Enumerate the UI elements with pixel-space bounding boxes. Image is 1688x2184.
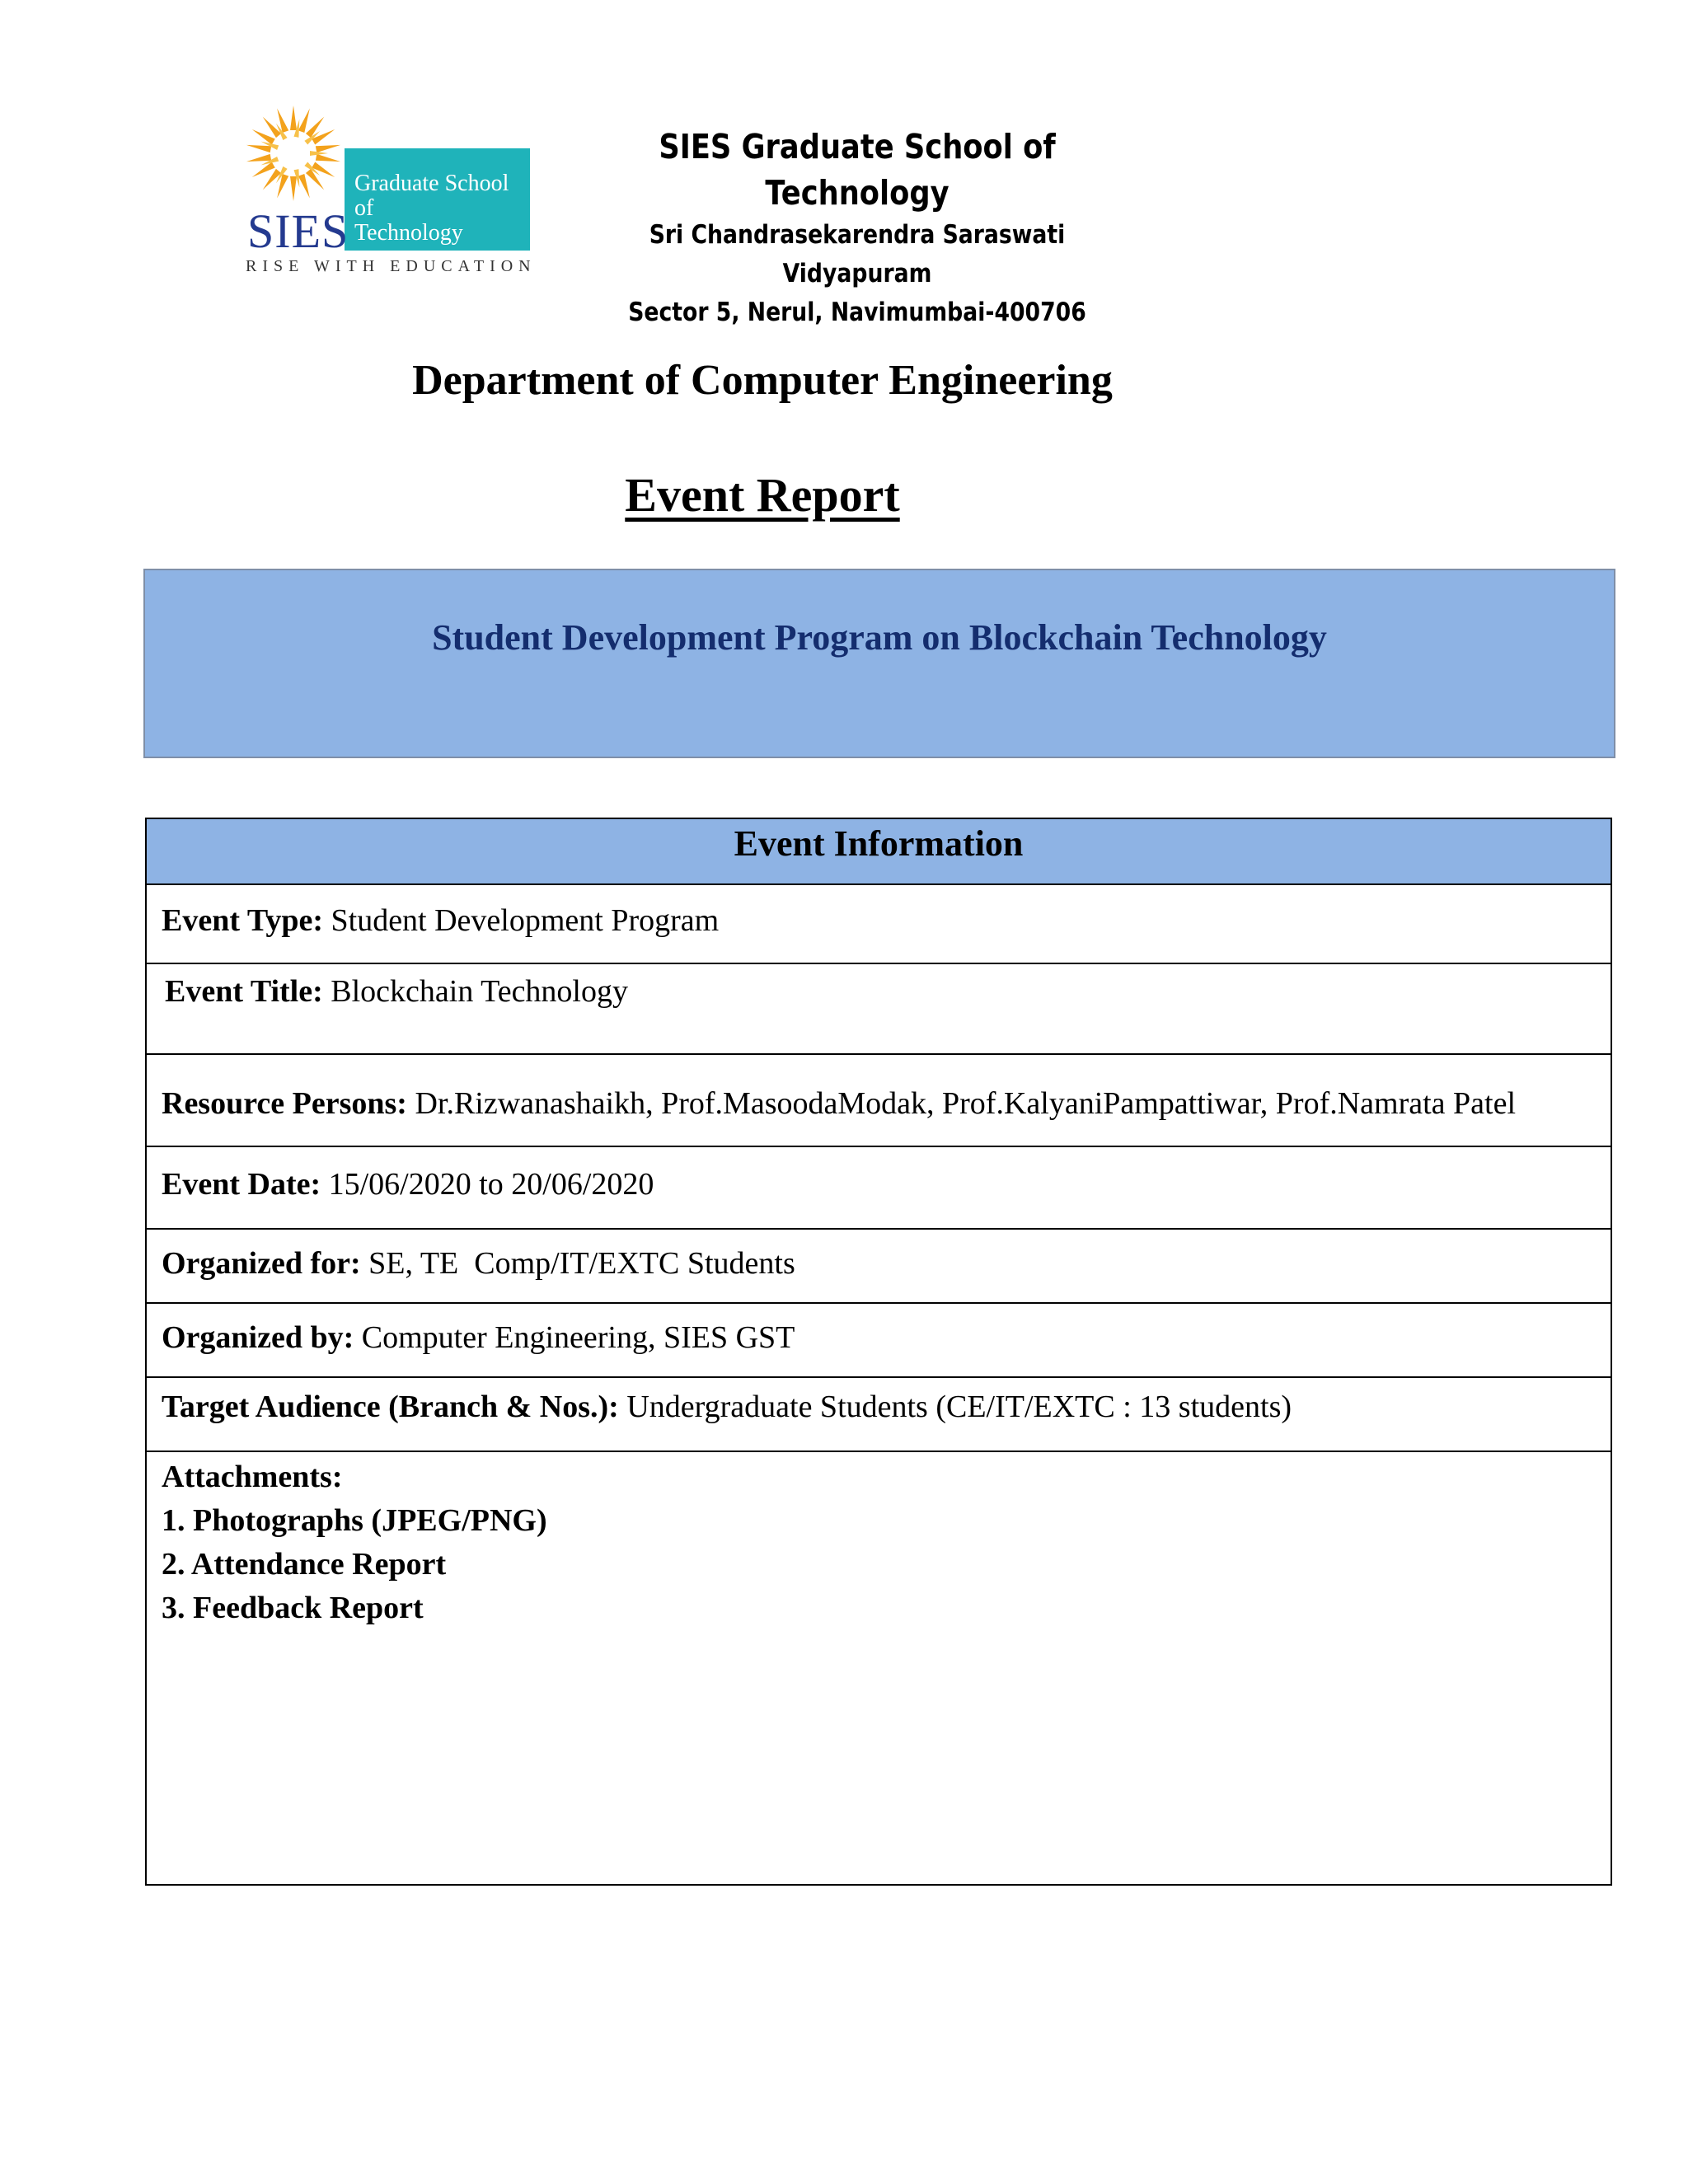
logo-teal-panel	[345, 148, 530, 251]
event-type-value: Student Development Program	[331, 903, 720, 938]
resource-persons-row	[147, 1055, 1611, 1147]
address-line-2: Sector 5, Nerul, Navimumbai-400706	[628, 298, 1086, 327]
resource-persons-label: Resource Persons:	[162, 1086, 415, 1121]
event-date-value: 15/06/2020 to 20/06/2020	[328, 1167, 654, 1202]
organized-by-label: Organized by:	[162, 1320, 362, 1355]
event-date-label: Event Date:	[162, 1167, 329, 1202]
address-line-1: Sri Chandrasekarendra Saraswati Vidyapuram	[649, 220, 1066, 288]
organized-for-label: Organized for:	[162, 1246, 369, 1281]
event-date-row	[147, 1147, 1611, 1230]
organized-for-value: SE, TE Comp/IT/EXTC Students	[368, 1246, 795, 1281]
sies-logo	[244, 102, 537, 279]
organized-by-row	[147, 1304, 1611, 1378]
report-title: Event Report	[625, 468, 900, 522]
table-header: Event Information	[147, 819, 1611, 885]
event-type-row	[147, 885, 1611, 964]
organized-for-row	[147, 1230, 1611, 1304]
event-title-label: Event Title:	[165, 974, 331, 1009]
event-title-row	[147, 964, 1611, 1055]
resource-persons-value: Dr.Rizwanashaikh, Prof.MasoodaModak, Prof.KalyaniPampattiwar, Prof.Namrata Patel	[415, 1086, 1517, 1121]
target-audience-value: Undergraduate Students (CE/IT/EXTC : 13 students)	[626, 1390, 1292, 1424]
program-banner	[143, 569, 1615, 758]
event-type-label: Event Type:	[162, 903, 331, 938]
logo-teal-line2: Technology	[354, 220, 463, 246]
attachment-item: 1. Photographs (JPEG/PNG)	[162, 1503, 547, 1538]
department-title: Department of Computer Engineering	[412, 357, 1113, 404]
banner-title: Student Development Program on Blockchain Technology	[432, 617, 1327, 658]
event-information-table	[145, 818, 1612, 1886]
school-name: SIES Graduate School of Technology	[659, 127, 1056, 213]
target-audience-row	[147, 1378, 1611, 1452]
organized-by-value: Computer Engineering, SIES GST	[361, 1320, 795, 1355]
logo-teal-line1: Graduate School of	[354, 171, 509, 221]
attachments-row	[147, 1452, 1611, 1884]
logo-sies-text: SIES	[247, 204, 349, 258]
attachment-item: 2. Attendance Report	[162, 1547, 447, 1582]
sun-logo-icon	[244, 102, 343, 209]
target-audience-label: Target Audience (Branch & Nos.):	[162, 1390, 627, 1424]
logo-tagline: RISE WITH EDUCATION	[246, 257, 537, 275]
school-address-block	[577, 124, 1137, 332]
attachments-label: Attachments:	[162, 1460, 343, 1494]
event-title-value: Blockchain Technology	[331, 974, 628, 1009]
attachment-item: 3. Feedback Report	[162, 1591, 424, 1625]
